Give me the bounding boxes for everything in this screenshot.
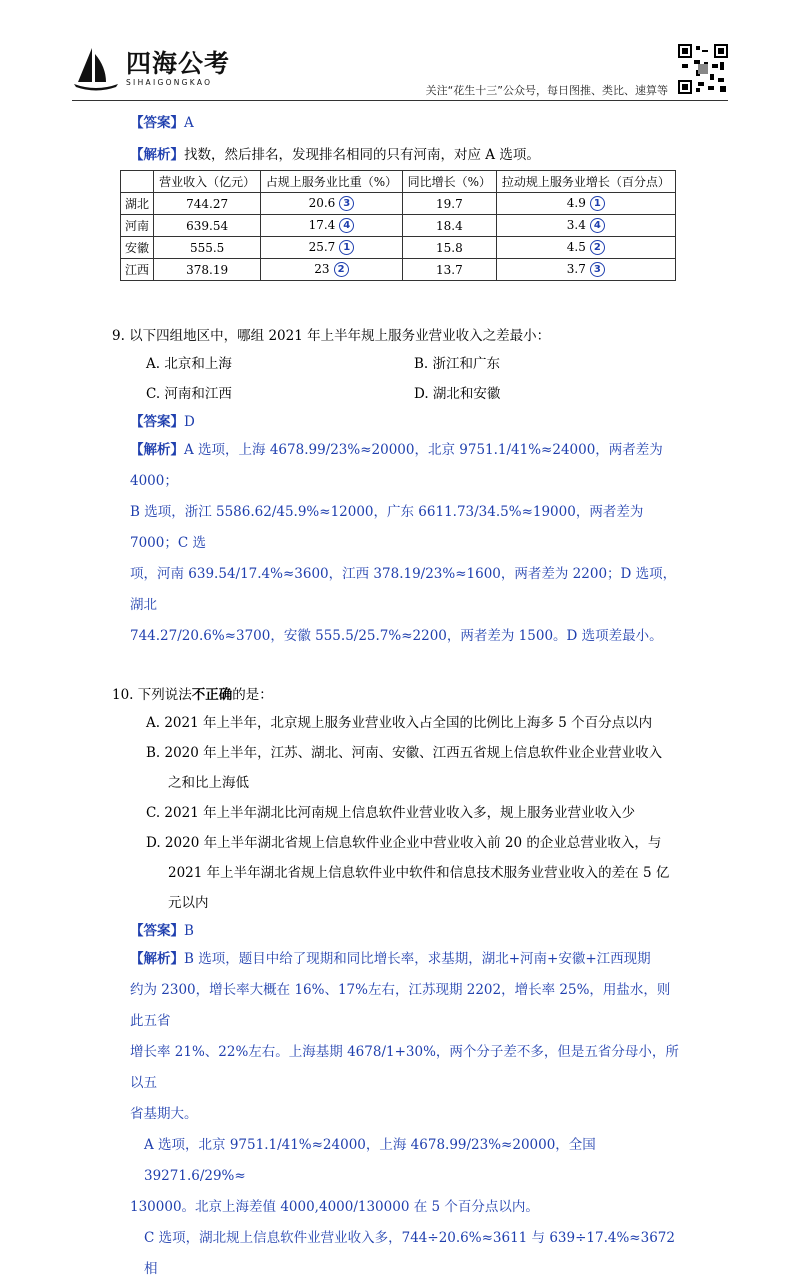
option-row: [146, 379, 682, 409]
answer-tag: 【答案】: [130, 115, 184, 131]
option-line: B. 2020 年上半年，江苏、湖北、河南、安徽、江西五省规上信息软件业企业营业收入: [146, 745, 663, 761]
pull-cell: [496, 193, 675, 215]
revenue-cell: 378.19: [154, 259, 260, 281]
share-value: 20.6: [308, 196, 336, 210]
rank-badge: 1: [339, 240, 354, 255]
explanation-tag: 【解析】: [130, 442, 184, 458]
table-header-cell: 拉动规上服务业增长（百分点）: [496, 171, 675, 193]
region-cell: 湖北: [121, 193, 154, 215]
pull-value: 4.9: [566, 196, 586, 210]
logo-subtitle: SIHAIGONGKAO: [126, 77, 213, 87]
rank-badge: 3: [339, 196, 354, 211]
explanation-line: 项，河南 639.54/17.4%≈3600，江西 378.19/23%≈1600，两者差为 2200；D 选项，湖北: [130, 566, 677, 613]
table-header-cell: 营业收入（亿元）: [154, 171, 260, 193]
q8-ranking-table: [120, 170, 676, 281]
option-row: [146, 349, 682, 379]
share-cell: [260, 237, 402, 259]
pull-value: 3.4: [566, 218, 586, 232]
option-a: [146, 708, 682, 738]
pull-cell: [496, 215, 675, 237]
table-header-row: [121, 171, 676, 193]
table-header-cell: 占规上服务业比重（%）: [260, 171, 402, 193]
rank-badge: 4: [590, 218, 605, 233]
option-line: 之和比上海低: [168, 775, 249, 791]
qr-code-icon: [678, 44, 728, 94]
explanation-line: 增长率 21%、22%左右。上海基期 4678/1+30%，两个分子差不多，但是五省分母小，所以五: [130, 1044, 679, 1091]
header-tagline: 关注“花生十三”公众号，每日图推、类比、速算等: [425, 84, 668, 97]
option-line: A. 2021 年上半年，北京规上服务业营业收入占全国的比例比上海多 5 个百分点以内: [146, 715, 653, 731]
rank-badge: 1: [590, 196, 605, 211]
logo: [72, 44, 230, 92]
rank-badge: 3: [590, 262, 605, 277]
option-c: C. 河南和江西: [146, 386, 232, 402]
explanation-line: C 选项，湖北规上信息软件业营业收入多，744÷20.6%≈3611 与 639÷17.4%≈3672 相: [144, 1230, 675, 1277]
growth-cell: 18.4: [403, 215, 497, 237]
explanation-line: 约为 2300，增长率大概在 16%、17%左右，江苏现期 2202，增长率 25%，用盐水，则此五省: [130, 982, 671, 1029]
growth-cell: 13.7: [403, 259, 497, 281]
answer-value: D: [184, 414, 195, 430]
sailboat-logo-icon: [72, 44, 120, 92]
page-header: [72, 44, 728, 102]
share-cell: [260, 215, 402, 237]
revenue-cell: 639.54: [154, 215, 260, 237]
option-c: [146, 798, 682, 828]
q8-answer: [130, 110, 682, 136]
explanation-line: A 选项，北京 9751.1/41%≈24000，上海 4678.99/23%≈20000，全国 39271.6/29%≈: [144, 1137, 596, 1184]
option-b: B. 浙江和广东: [414, 356, 501, 372]
logo-title: 四海公考: [126, 48, 231, 78]
answer-value: B: [184, 923, 194, 939]
explanation-tag: 【解析】: [130, 147, 184, 163]
share-cell: [260, 193, 402, 215]
explanation-line: 744.27/20.6%≈3700，安徽 555.5/25.7%≈2200，两者差为 1500。D 选项差最小。: [130, 628, 663, 644]
region-cell: 江西: [121, 259, 154, 281]
revenue-cell: 555.5: [154, 237, 260, 259]
region-cell: 安徽: [121, 237, 154, 259]
share-cell: [260, 259, 402, 281]
share-value: 23: [314, 262, 330, 276]
table-row: [121, 193, 676, 215]
q9-explanation: [130, 435, 682, 652]
explanation-line: B 选项，题目中给了现期和同比增长率，求基期，湖北+河南+安徽+江西现期: [184, 951, 651, 967]
pull-cell: [496, 259, 675, 281]
header-divider: [72, 100, 728, 101]
question-10: [112, 682, 682, 1285]
option-line: 2021 年上半年湖北省规上信息软件业中软件和信息技术服务业营业收入的差在 5 亿: [168, 865, 670, 881]
q8-explanation: [130, 142, 682, 168]
answer-value: A: [184, 115, 194, 131]
option-line: 元以内: [168, 895, 209, 911]
question-stem: 9. 以下四组地区中，哪组 2021 年上半年规上服务业营业收入之差最小：: [112, 328, 551, 344]
table-header-cell: [121, 171, 154, 193]
rank-badge: 2: [590, 240, 605, 255]
question-stem: [112, 682, 682, 708]
q10-answer: [130, 918, 682, 944]
option-line: D. 2020 年上半年湖北省规上信息软件业企业中营业收入前 20 的企业总营业收入，与: [146, 835, 662, 851]
answer-tag: 【答案】: [130, 923, 184, 939]
table-row: [121, 215, 676, 237]
explanation-text: 找数，然后排名，发现排名相同的只有河南，对应 A 选项。: [184, 147, 540, 163]
growth-cell: 19.7: [403, 193, 497, 215]
explanation-line: B 选项，浙江 5586.62/45.9%≈12000，广东 6611.73/34.5%≈19000，两者差为 7000；C 选: [130, 504, 644, 551]
share-value: 17.4: [308, 218, 336, 232]
option-d: [146, 828, 682, 918]
pull-value: 4.5: [566, 240, 586, 254]
q9-answer: [130, 409, 682, 435]
revenue-cell: 744.27: [154, 193, 260, 215]
explanation-line: A 选项，上海 4678.99/23%≈20000，北京 9751.1/41%≈24000，两者差为 4000；: [130, 442, 663, 489]
option-a: A. 北京和上海: [146, 356, 232, 372]
stem-emphasis: 不正确: [191, 687, 233, 703]
page-content: [112, 110, 682, 1285]
option-b: [146, 738, 682, 798]
option-line: C. 2021 年上半年湖北比河南规上信息软件业营业收入多，规上服务业营业收入少: [146, 805, 636, 821]
pull-value: 3.7: [566, 262, 586, 276]
growth-cell: 15.8: [403, 237, 497, 259]
question-9: [112, 323, 682, 652]
stem-text: 的是：: [232, 687, 273, 703]
table-row: [121, 237, 676, 259]
rank-badge: 4: [339, 218, 354, 233]
stem-text: 10. 下列说法: [112, 687, 192, 703]
table-header-cell: 同比增长（%）: [403, 171, 497, 193]
answer-tag: 【答案】: [130, 414, 184, 430]
rank-badge: 2: [334, 262, 349, 277]
share-value: 25.7: [308, 240, 336, 254]
pull-cell: [496, 237, 675, 259]
table-row: [121, 259, 676, 281]
region-cell: 河南: [121, 215, 154, 237]
q10-explanation: [130, 944, 682, 1285]
explanation-tag: 【解析】: [130, 951, 184, 967]
explanation-line: 130000。北京上海差值 4000,4000/130000 在 5 个百分点以内。: [130, 1199, 539, 1215]
explanation-line: 省基期大。: [130, 1106, 198, 1122]
option-d: D. 湖北和安徽: [414, 386, 501, 402]
